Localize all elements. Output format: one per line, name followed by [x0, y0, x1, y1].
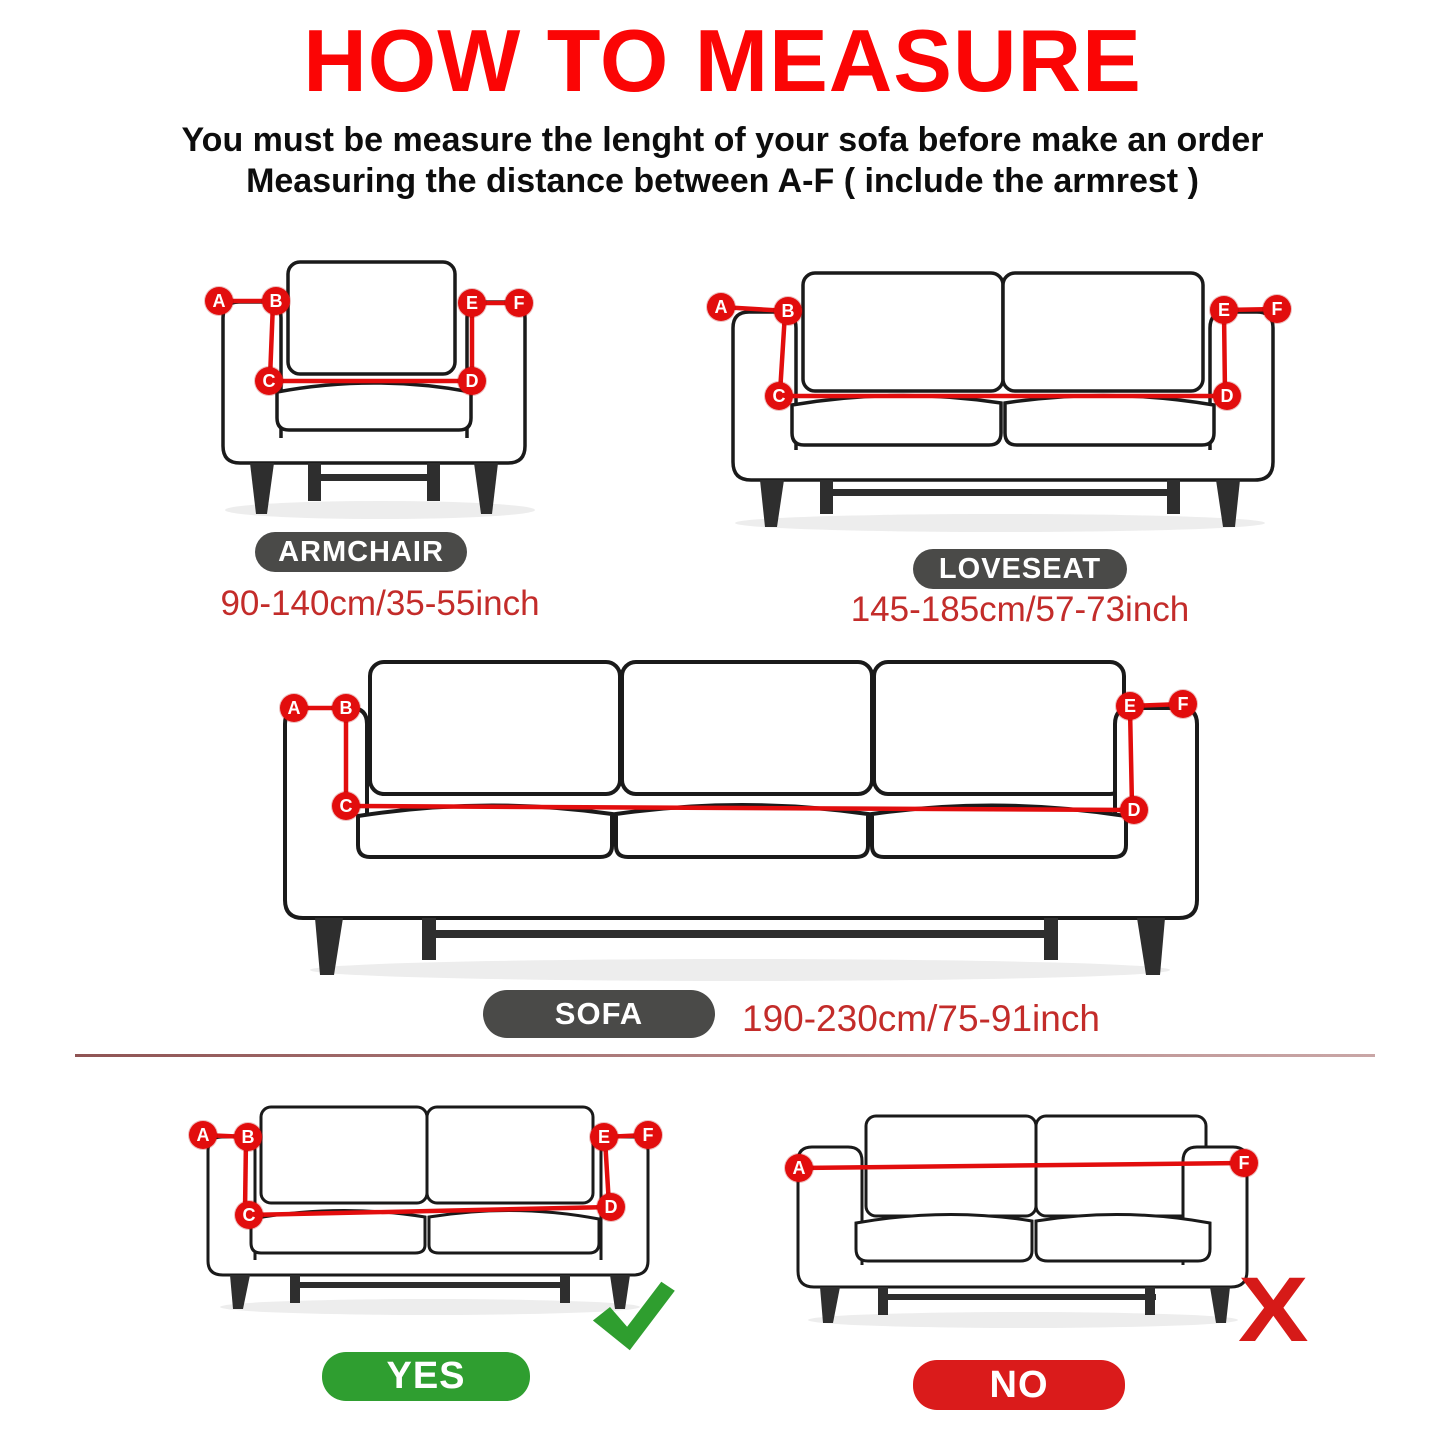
sofa-range: 190-230cm/75-91inch	[742, 998, 1100, 1039]
measure-point-d: D	[458, 367, 486, 395]
measure-point-c: C	[332, 792, 360, 820]
x-icon: X	[1238, 1259, 1309, 1361]
measure-point-a: A	[707, 293, 735, 321]
measure-point-b: B	[262, 287, 290, 315]
measure-point-d: D	[597, 1193, 625, 1221]
measure-point-b: B	[774, 297, 802, 325]
no-badge: NO	[913, 1360, 1125, 1410]
subtitle	[0, 120, 1445, 202]
yes-badge: YES	[322, 1352, 530, 1401]
subtitle-line-1: You must be measure the lenght of your sofa before make an order	[181, 121, 1264, 159]
measure-point-c: C	[765, 382, 793, 410]
check-icon	[585, 1280, 680, 1352]
measure-point-c: C	[255, 367, 283, 395]
measure-point-f: F	[1263, 295, 1291, 323]
measure-point-f: F	[1169, 690, 1197, 718]
measure-point-e: E	[590, 1123, 618, 1151]
measure-point-f: F	[634, 1121, 662, 1149]
incorrect-measure-figure	[790, 1105, 1260, 1340]
measure-point-f: F	[1230, 1149, 1258, 1177]
measure-point-a: A	[785, 1154, 813, 1182]
measure-point-b: B	[332, 694, 360, 722]
section-divider	[75, 1054, 1375, 1057]
armchair-label: ARMCHAIR	[255, 532, 467, 572]
measure-point-e: E	[458, 289, 486, 317]
armchair-figure	[180, 248, 580, 538]
incorrect-loveseat-drawing	[790, 1105, 1260, 1340]
measure-point-c: C	[235, 1201, 263, 1229]
measure-point-b: B	[234, 1123, 262, 1151]
loveseat-figure	[700, 255, 1300, 545]
sofa-drawing	[270, 650, 1210, 990]
measure-point-d: D	[1213, 382, 1241, 410]
sofa-figure	[270, 650, 1210, 990]
loveseat-label: LOVESEAT	[913, 549, 1127, 589]
armchair-range: 90-140cm/35-55inch	[220, 584, 540, 623]
measure-point-e: E	[1210, 296, 1238, 324]
measure-point-f: F	[505, 289, 533, 317]
subtitle-line-2: Measuring the distance between A-F ( include the armrest )	[246, 162, 1199, 200]
page-title: HOW TO MEASURE	[303, 11, 1142, 110]
measure-point-a: A	[280, 694, 308, 722]
sofa-label: SOFA	[483, 990, 715, 1038]
measure-point-a: A	[205, 287, 233, 315]
loveseat-range: 145-185cm/57-73inch	[850, 590, 1190, 629]
measure-point-d: D	[1120, 796, 1148, 824]
measure-point-e: E	[1116, 692, 1144, 720]
measure-point-a: A	[189, 1121, 217, 1149]
